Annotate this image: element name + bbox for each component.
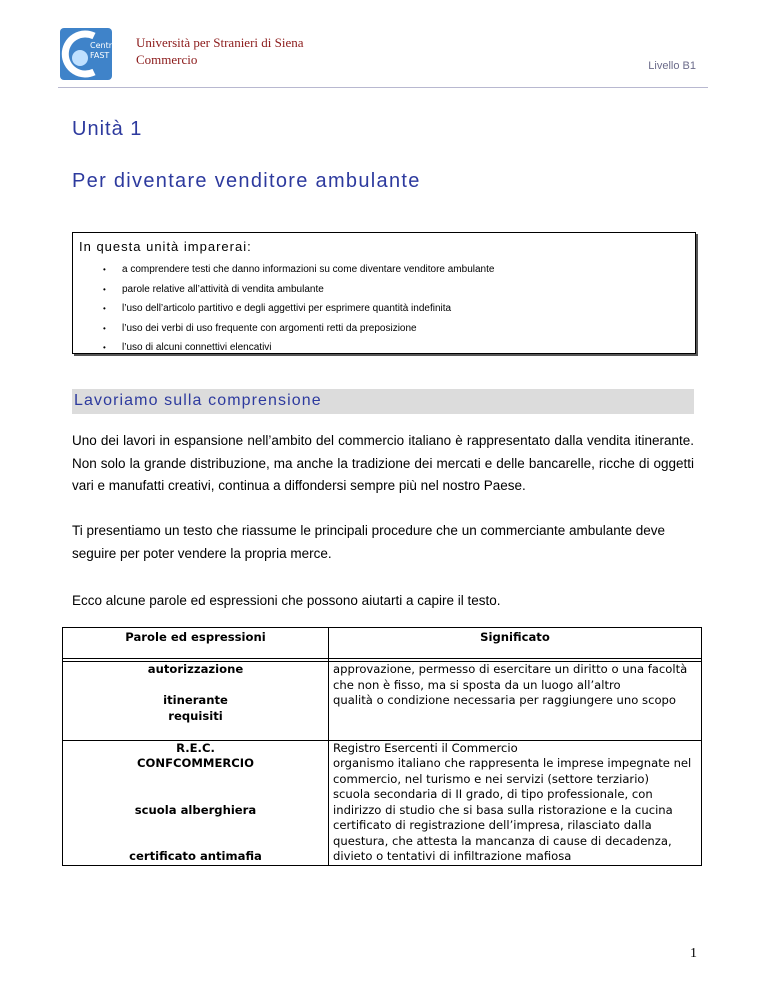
page-header	[58, 28, 708, 88]
table-row	[63, 662, 702, 741]
text-presentation-paragraph: Ti presentiamo un testo che riassume le principali procedure che un commerciante ambulante deve seguire per poter vendere la propria merce.	[72, 523, 666, 561]
list-item: • l’uso dell’articolo partitivo e degli aggettivi per esprimere quantità indefinita	[73, 299, 494, 319]
meaning: che non è fisso, ma si sposta da un luogo all’altro	[333, 677, 621, 692]
list-item: • a comprendere testi che danno informazioni su come diventare venditore ambulante	[73, 260, 494, 280]
logo-text-fast: FAST	[90, 51, 110, 60]
bullet-icon: •	[103, 323, 106, 333]
section-title: Lavoriamo sulla comprensione	[74, 392, 322, 409]
meaning: scuola secondaria di II grado, di tipo professionale, con indirizzo di studio che si basa sulla ristorazione e la cucina	[333, 787, 673, 817]
centro-fast-logo	[60, 28, 117, 80]
list-item: • parole relative all’attività di vendita ambulante	[73, 280, 494, 300]
level-label: Livello B1	[648, 60, 696, 72]
header-divider	[58, 87, 708, 88]
bullet-icon: •	[103, 343, 106, 352]
vocabulary-intro-paragraph: Ecco alcune parole ed espressioni che possono aiutarti a capire il testo.	[72, 593, 501, 608]
bullet-icon: •	[103, 304, 106, 313]
section-heading-bar	[72, 389, 694, 414]
bullet-icon: •	[103, 284, 106, 294]
intro-paragraph: Uno dei lavori in espansione nell’ambito del commercio italiano è rappresentato dalla vendita itinerante. Non solo la grande distribuzione, ma anche la tradizione dei mercati e delle bancarelle, ricche di oggetti vari e manufatti creativi, continua a diffondersi sempre più nel nostro Paese.	[72, 433, 694, 493]
term-cell	[63, 740, 329, 865]
vocabulary-table	[62, 627, 702, 866]
column-header-terms: Parole ed espressioni	[63, 628, 329, 659]
term: R.E.C.	[176, 740, 215, 755]
unit-subtitle: Per diventare venditore ambulante	[72, 170, 421, 192]
learning-objectives-title: In questa unità imparerai:	[79, 239, 252, 254]
page-number: 1	[690, 946, 697, 961]
column-header-meanings: Significato	[329, 628, 702, 659]
meaning: certificato di registrazione dell’impresa, rilasciato dalla questura, che attesta la mancanza di cause di decadenza, divieto o tentativi di infiltrazione mafiosa	[333, 818, 672, 863]
meaning-cell	[329, 662, 702, 741]
bullet-icon: •	[103, 265, 106, 274]
term: autorizzazione	[147, 662, 244, 676]
list-item: • l’uso di alcuni connettivi elencativi	[73, 338, 494, 358]
course-name: Commercio	[136, 52, 198, 67]
term: requisiti	[168, 708, 223, 723]
table-row	[63, 740, 702, 865]
meaning-cell	[329, 740, 702, 865]
term: itinerante	[163, 693, 228, 707]
meaning: qualità o condizione necessaria per raggiungere uno scopo	[333, 693, 676, 707]
unit-title: Unità 1	[72, 118, 143, 140]
university-name: Università per Stranieri di Siena	[136, 35, 304, 50]
term: CONFCOMMERCIO	[137, 756, 254, 770]
meaning: Registro Esercenti il Commercio	[333, 740, 518, 755]
table-header-row	[63, 628, 702, 659]
learning-objectives-list	[73, 260, 494, 358]
meaning: organismo italiano che rappresenta le imprese impegnate nel commercio, nel turismo e nei servizi (settore terziario)	[333, 756, 692, 786]
logo-text-centro: Centro	[90, 41, 117, 50]
learning-objectives-box	[72, 232, 696, 354]
meaning: approvazione, permesso di esercitare un diritto o una facoltà	[333, 662, 688, 676]
term: certificato antimafia	[129, 849, 262, 863]
term: scuola alberghiera	[134, 802, 257, 817]
list-item: • l’uso dei verbi di uso frequente con argomenti retti da preposizione	[73, 319, 494, 339]
term-cell	[63, 662, 329, 741]
